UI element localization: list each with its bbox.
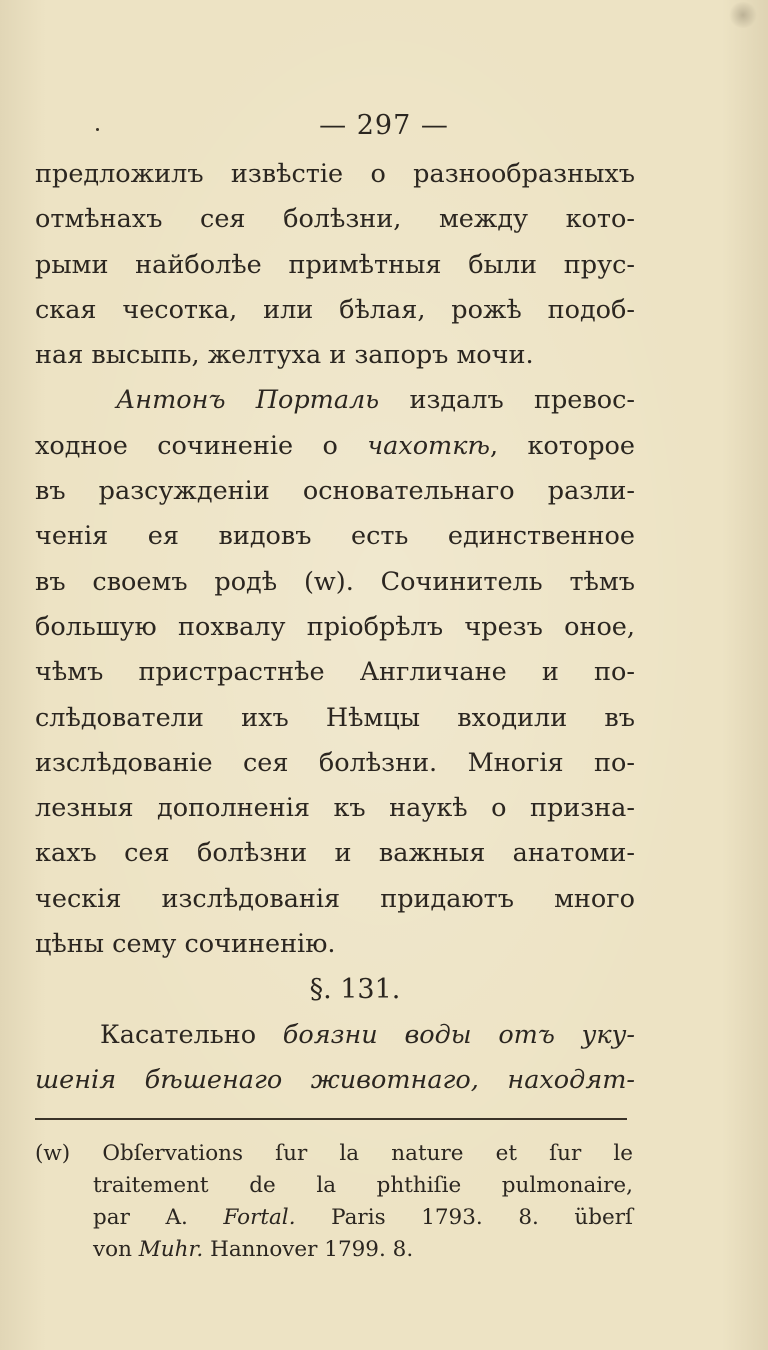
italic-term: боязни воды [282,1019,472,1050]
text-fragment: издалъ превос- [379,385,635,416]
footnote-marker: (w) [35,1141,71,1166]
text-line: отмѣнахъ сея болѣзни, между кото- [35,204,635,235]
paper-stain [728,2,758,28]
author-name: Muhr. [138,1237,204,1262]
text-line: лезныя дополненія къ наукѣ о призна- [35,793,635,824]
text-line [35,378,635,423]
text-fragment: ходное сочиненіе о [35,430,368,461]
author-name: Fortal. [223,1205,296,1230]
text-line: цѣны сему сочиненію. [35,929,336,960]
text-fragment: , которое [489,430,635,461]
footnote-rule [35,1118,627,1120]
text-line: въ разсужденіи основательнаго разли- [35,476,635,507]
footnote-line: traitement de la phthiſie pulmonaire, [93,1173,633,1198]
text-fragment: Касательно [100,1019,283,1050]
italic-term: шенія бѣшенаго животнаго, находят- [35,1064,635,1095]
section-heading: §. 131. [309,974,401,1006]
text-line [35,424,635,469]
text-line: кахъ сея болѣзни и важныя анатоми- [35,838,635,869]
text-line: ная высыпь, желтуха и запоръ мочи. [35,340,534,371]
text-fragment [472,1020,499,1050]
text-line: ская чесотка, или бѣлая, рожѣ подоб- [35,294,635,325]
author-name: Антонъ Порталь [116,385,380,416]
text-fragment: Paris 1793. 8. überſ [295,1205,633,1230]
footnote-line [35,1234,633,1266]
text-line: слѣдователи ихъ Нѣмцы входили въ [35,702,635,733]
footnote-line [35,1138,633,1170]
italic-term: отъ уку- [498,1019,635,1050]
text-line: предложилъ извѣстіе о разнообразныхъ [35,159,635,189]
text-fragment: par A. [93,1205,224,1230]
text-fragment: Obſervations ſur la nature et ſur le [102,1141,633,1166]
italic-term: чахоткѣ [367,430,490,461]
text-line: ченія ея видовъ есть единственное [35,521,635,552]
page-number: — 297 — [319,110,449,141]
text-line [35,1058,635,1103]
text-line: въ своемъ родѣ (w). Сочинитель тѣмъ [35,566,635,597]
text-line [35,1013,635,1058]
text-line: рыми найболѣе примѣтныя были прус- [35,249,635,280]
footnote [35,1138,633,1266]
text-line: изслѣдованіе сея болѣзни. Многія по- [35,747,635,778]
text-fragment: von [93,1237,139,1262]
text-fragment: Hannover 1799. 8. [203,1237,414,1262]
footnote-line [35,1202,633,1234]
body-text [35,152,635,1103]
text-line: большую похвалу пріобрѣлъ чрезъ оное, [35,611,635,642]
text-line: чѣмъ пристрастнѣе Англичане и по- [35,657,635,688]
text-line: ческія изслѣдованія придаютъ много [35,883,635,914]
